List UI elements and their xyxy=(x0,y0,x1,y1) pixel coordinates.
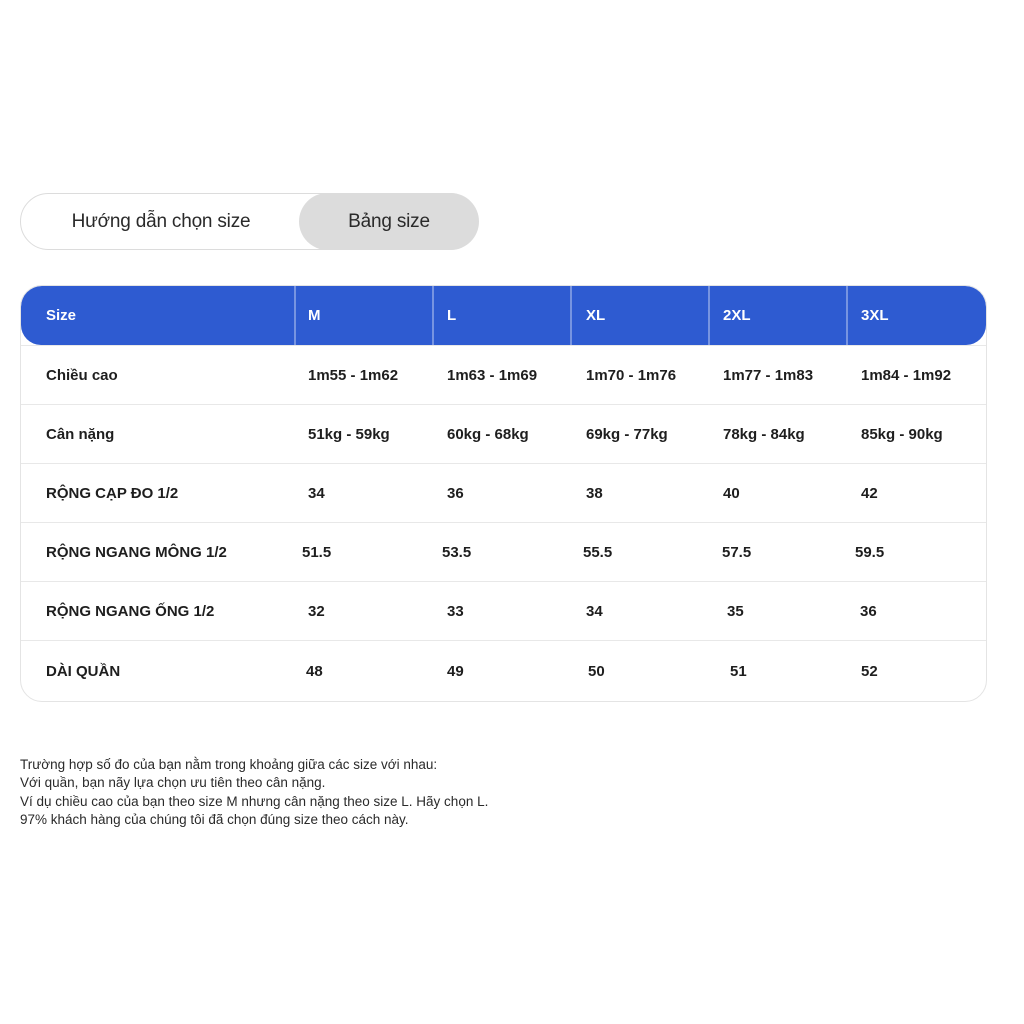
size-table xyxy=(20,285,987,702)
table-row-height xyxy=(21,345,986,404)
table-cell: 1m84 - 1m92 xyxy=(861,366,952,384)
header-cell-2xl: 2XL xyxy=(723,307,751,324)
note-line: 97% khách hàng của chúng tôi đã chọn đúng size theo cách này. xyxy=(20,811,409,827)
note-line: Ví dụ chiều cao của bạn theo size M nhưng cân nặng theo size L. Hãy chọn L. xyxy=(20,793,489,809)
table-cell: 34 xyxy=(308,484,325,502)
table-cell: 1m55 - 1m62 xyxy=(308,366,399,384)
table-row-length xyxy=(21,640,986,702)
table-row-leg-opening xyxy=(21,581,986,640)
table-cell: 49 xyxy=(447,663,464,680)
table-cell: 33 xyxy=(447,602,464,620)
table-cell: 36 xyxy=(860,602,877,620)
tab-size-guide[interactable]: Hướng dẫn chọn size xyxy=(71,210,251,232)
table-cell: 53.5 xyxy=(442,543,472,561)
table-row-weight xyxy=(21,404,986,463)
table-header-row xyxy=(21,286,986,345)
table-cell: 35 xyxy=(727,602,744,620)
size-note xyxy=(20,756,720,829)
table-cell: 51kg - 59kg xyxy=(308,425,390,443)
table-cell: 78kg - 84kg xyxy=(723,425,805,443)
table-cell: 32 xyxy=(308,602,325,620)
note-line: Với quần, bạn nãy lựa chọn ưu tiên theo cân nặng. xyxy=(20,775,326,791)
table-cell: 38 xyxy=(586,484,603,502)
header-cell-l: L xyxy=(447,307,457,324)
table-row-hip xyxy=(21,522,986,581)
table-cell: 1m77 - 1m83 xyxy=(723,366,814,384)
table-cell: 60kg - 68kg xyxy=(447,425,529,443)
table-cell: 1m70 - 1m76 xyxy=(586,366,677,384)
table-cell: 59.5 xyxy=(855,543,885,561)
row-label: Chiều cao xyxy=(46,366,118,384)
note-line: Trường hợp số đo của bạn nằm trong khoảng giữa các size với nhau: xyxy=(20,757,438,772)
header-cell-m: M xyxy=(308,307,321,324)
table-cell: 34 xyxy=(586,602,603,620)
row-label: DÀI QUẦN xyxy=(46,663,121,680)
header-cell-size: Size xyxy=(46,307,77,324)
row-label: Cân nặng xyxy=(46,425,115,443)
header-cell-xl: XL xyxy=(586,307,606,324)
size-tabs xyxy=(20,193,478,250)
table-cell: 52 xyxy=(861,663,878,680)
table-cell: 69kg - 77kg xyxy=(586,425,668,443)
table-cell: 48 xyxy=(306,663,323,680)
row-label: RỘNG CẠP ĐO 1/2 xyxy=(46,484,179,502)
table-cell: 51.5 xyxy=(302,543,332,561)
table-row-waist xyxy=(21,463,986,522)
table-cell: 57.5 xyxy=(722,543,752,561)
table-cell: 40 xyxy=(723,484,740,502)
table-cell: 85kg - 90kg xyxy=(861,425,943,443)
table-cell: 1m63 - 1m69 xyxy=(447,366,538,384)
table-cell: 51 xyxy=(730,663,747,680)
row-label: RỘNG NGANG MÔNG 1/2 xyxy=(46,543,227,561)
row-label: RỘNG NGANG ỐNG 1/2 xyxy=(46,602,215,620)
tab-size-table[interactable]: Bảng size xyxy=(299,193,479,250)
table-cell: 42 xyxy=(861,484,878,502)
table-cell: 36 xyxy=(447,484,464,502)
header-cell-3xl: 3XL xyxy=(861,307,889,324)
table-cell: 50 xyxy=(588,663,605,680)
table-cell: 55.5 xyxy=(583,543,613,561)
